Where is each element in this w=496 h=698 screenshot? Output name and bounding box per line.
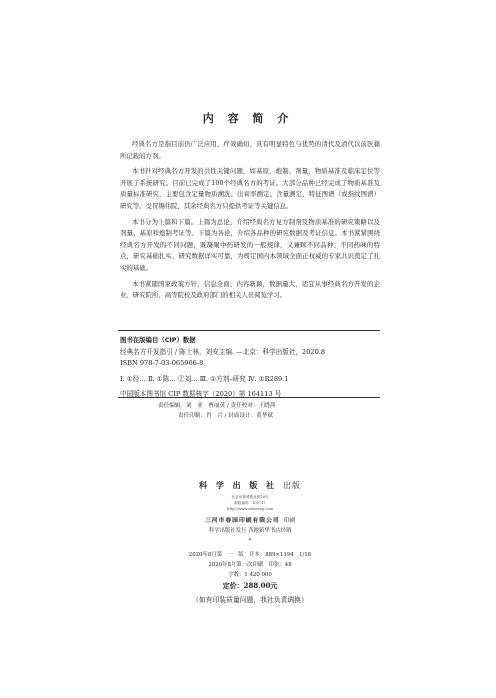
summary-paragraph: 本书分为上篇和下篇。上篇为总论，介绍经典名方复方制剂及物质基准的研究策略以及剂量、基原和炮制考证等。下篇为各论，介绍各品种的研究数据及考证信息。本书紧紧围绕经典名方开发的不同问题，既凝聚中药研发的一般规律，又兼顾不同品种、不同药味的特点，研究基础扎实，研究数据详实可靠，为规定国内本领域全面正权威的专家共识奠定了扎实的基础。 <box>120 217 380 272</box>
quality-notice: （如有印装质量问题，我社负责调换） <box>192 596 308 604</box>
star-separator: * <box>248 538 252 544</box>
publisher-address: 北京东黄城根北街16号 <box>231 495 269 499</box>
price: 定价：288.00元 <box>222 581 278 590</box>
credits-production: 责任印制：肖 兴 / 封面设计：黄华斌 <box>178 413 273 419</box>
cip-heading: 图书在版编目（CIP）数据 <box>120 336 196 344</box>
cip-number: 中国版本图书馆 CIP 数据核字（2020）第 164113 号 <box>120 390 282 398</box>
credits-editors: 责任编辑：刘 亚 曹丽英 / 责任校对：王晓茜 <box>158 403 276 409</box>
cip-classification: Ⅰ. ①经… Ⅱ. ①陈… ②刘… Ⅲ. ①方剂–研究 Ⅳ. ①R289.1 <box>120 374 289 383</box>
printer-suffix: 印刷 <box>283 518 296 524</box>
page-title: 内 容 简 介 <box>202 112 294 125</box>
summary-paragraph: 本书针对经典名方开发的共性关键问题，如基原、炮制、剂量、物质基准及临床定位等开展了系统研究。目前已完成了100个经典名方的考证。大部分品种已经完成了物质基准及质量标准研究，主要包含定量物质溯洗、出膏率测定、含量测定、特征图谱（或指纹图谱）研究等。受冒锡伟院，其余经典名方只提供考证等关键信息。 <box>120 167 380 210</box>
publisher-label: 科 学 出 版 社 <box>199 480 278 490</box>
summary-paragraph: 经典名方是指目前仍广泛应用、疗效确切、具有明显特色与优势的清代及清代以前医籍所记载的方剂。 <box>120 140 380 160</box>
publisher-suffix: 出版 <box>282 481 301 490</box>
printer-name: 三河市春园印刷有限公司 <box>204 518 280 524</box>
cip-block <box>120 335 382 401</box>
printing-line: 2020年8月第一次印刷 印张：48 <box>208 562 292 568</box>
cip-top-rule <box>118 330 380 331</box>
content-summary <box>120 139 380 306</box>
cip-isbn: ISBN 978-7-03-065966-8 <box>120 359 204 367</box>
summary-paragraph: 本书紧随国家政策方针，信息全面，内容新颖，数据量大，适宜从事经典名方开发的企业、研究院所、高等院校及政府部门的相关人员阅览学习。 <box>120 279 380 300</box>
edition-line: 2020年8月第 一 版 开本：889×1194 1/16 <box>188 552 312 558</box>
publisher-website: http://www.sciencep.com <box>227 507 273 511</box>
imprint-block <box>150 480 350 606</box>
cip-citation: 经典名方开发指引 / 陈士林，刘安主编. —北京：科学出版社，2020.8 <box>120 347 326 356</box>
publisher-postcode: 邮政编码：100717 <box>234 501 266 505</box>
printer-line <box>150 516 350 526</box>
distribution-line: 科学出版社发行 各地新华书店经销 <box>208 528 292 534</box>
publisher-name <box>150 480 350 491</box>
word-count: 字数：1 420 000 <box>228 572 272 578</box>
credits-block <box>120 401 382 421</box>
cip-bottom-rule <box>118 397 380 398</box>
